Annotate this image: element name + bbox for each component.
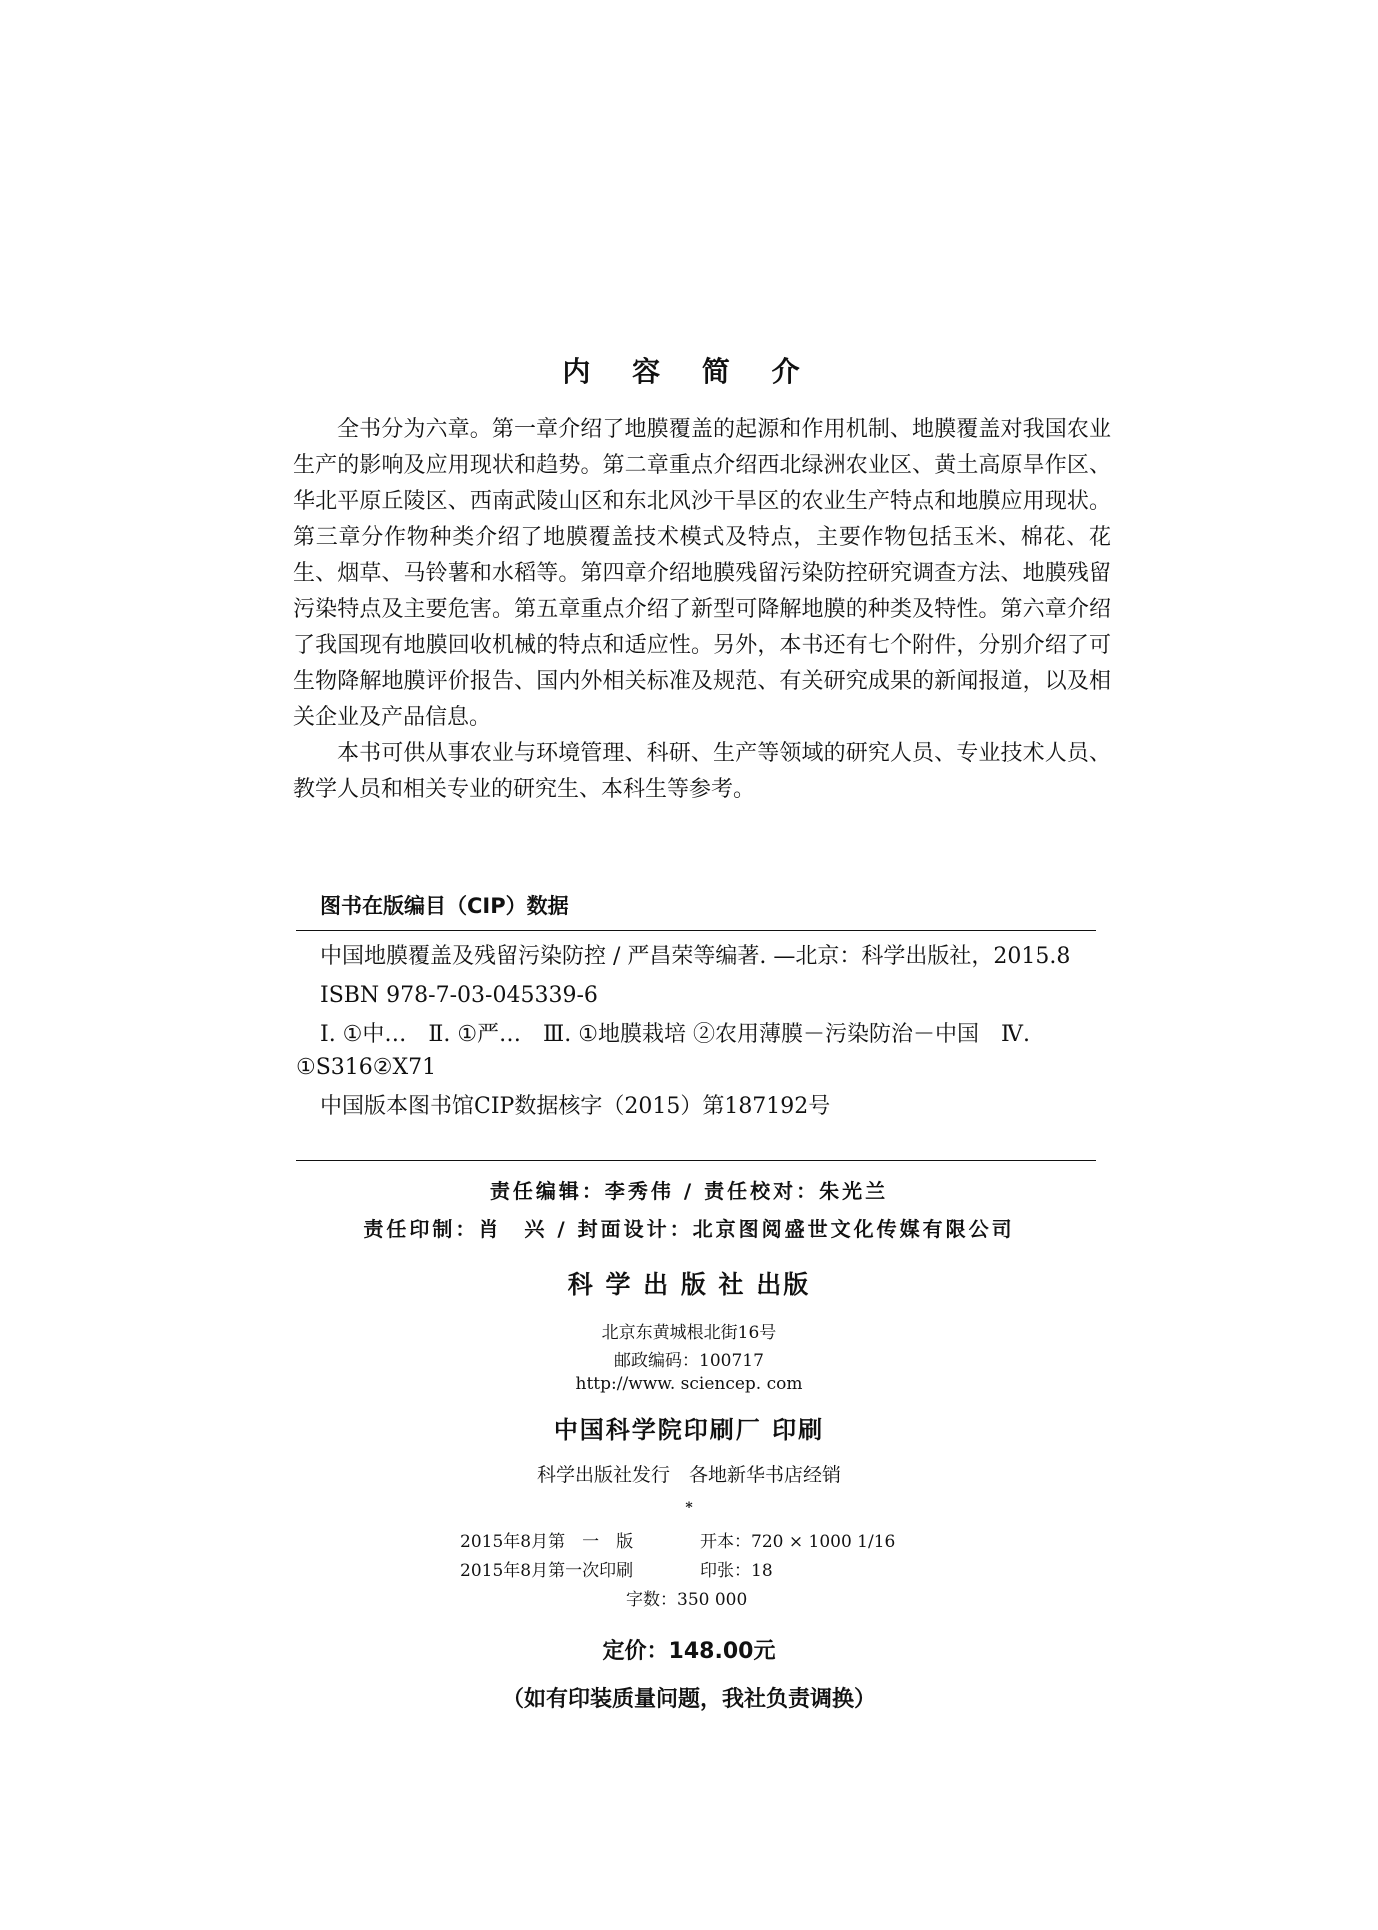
publisher-website: http://www. sciencep. com bbox=[575, 1374, 803, 1394]
cip-bottom-rule bbox=[296, 1160, 1096, 1161]
cip-approval-number: 中国版本图书馆CIP数据核字（2015）第187192号 bbox=[320, 1094, 831, 1119]
printer-name: 中国科学院印刷厂 印刷 bbox=[553, 1415, 825, 1444]
cip-classification: Ⅰ. ①中… Ⅱ. ①严… Ⅲ. ①地膜栽培 ②农用薄膜－污染防治－中国 Ⅳ. ①S316②X71 bbox=[296, 1022, 1030, 1080]
separator-star: * bbox=[685, 1500, 693, 1516]
edition-date: 2015年8月第 一 版 bbox=[460, 1532, 634, 1552]
edition-row-2 bbox=[460, 1557, 980, 1586]
summary-paragraph-1: 全书分为六章。第一章介绍了地膜覆盖的起源和作用机制、地膜覆盖对我国农业生产的影响及应用现状和趋势。第二章重点介绍西北绿洲农业区、黄土高原旱作区、华北平原丘陵区、西南武陵山区和东北风沙干旱区的农业生产特点和地膜应用现状。第三章分作物种类介绍了地膜覆盖技术模式及特点，主要作物包括玉米、棉花、花生、烟草、马铃薯和水稻等。第四章介绍地膜残留污染防控研究调查方法、地膜残留污染特点及主要危害。第五章重点介绍了新型可降解地膜的种类及特性。第六章介绍了我国现有地膜回收机械的特点和适应性。另外，本书还有七个附件，分别介绍了可生物降解地膜评价报告、国内外相关标准及规范、有关研究成果的新闻报道，以及相关企业及产品信息。 bbox=[293, 417, 1111, 730]
distribution-line: 科学出版社发行 各地新华书店经销 bbox=[536, 1464, 841, 1486]
cip-data-block bbox=[296, 940, 1096, 1129]
edition-info bbox=[460, 1528, 980, 1615]
publisher-postcode: 邮政编码：100717 bbox=[614, 1351, 764, 1371]
print-sheets: 印张：18 bbox=[700, 1561, 773, 1581]
edition-row-1 bbox=[460, 1528, 980, 1557]
publisher-address: 北京东黄城根北街16号 bbox=[601, 1323, 777, 1343]
editor-credits: 责任编辑：李秀伟 / 责任校对：朱光兰 bbox=[489, 1179, 889, 1203]
book-format: 开本：720 × 1000 1/16 bbox=[700, 1532, 896, 1552]
publisher-name: 科 学 出 版 社 出版 bbox=[567, 1270, 811, 1299]
production-credits: 责任印制：肖 兴 / 封面设计：北京图阅盛世文化传媒有限公司 bbox=[363, 1217, 1015, 1241]
word-count: 字数：350 000 bbox=[626, 1590, 748, 1610]
quality-notice: （如有印装质量问题，我社负责调换） bbox=[501, 1686, 876, 1712]
cip-heading: 图书在版编目（CIP）数据 bbox=[320, 894, 569, 918]
book-price: 定价：148.00元 bbox=[602, 1639, 776, 1664]
print-date: 2015年8月第一次印刷 bbox=[460, 1561, 634, 1581]
summary-title: 内 容 简 介 bbox=[562, 355, 816, 388]
cip-title-line: 中国地膜覆盖及残留污染防控 / 严昌荣等编著. —北京：科学出版社，2015.8 bbox=[320, 944, 1071, 969]
cip-top-rule bbox=[296, 930, 1096, 931]
edition-row-3 bbox=[460, 1586, 980, 1615]
summary-paragraph-2: 本书可供从事农业与环境管理、科研、生产等领域的研究人员、专业技术人员、教学人员和相关专业的研究生、本科生等参考。 bbox=[293, 741, 1111, 802]
cip-isbn: ISBN 978-7-03-045339-6 bbox=[320, 983, 598, 1008]
summary-body bbox=[293, 412, 1111, 808]
